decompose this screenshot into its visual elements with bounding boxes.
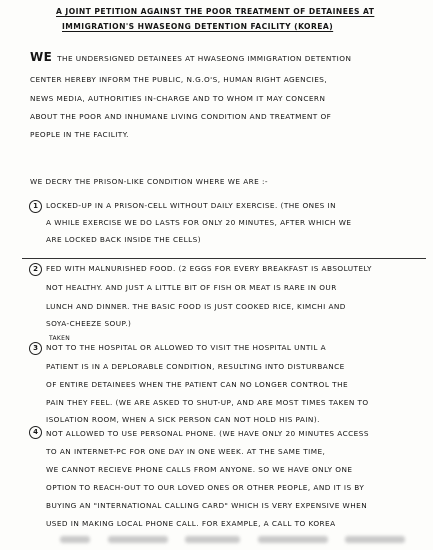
item-4-line-2: TO AN INTERNET-PC FOR ONE DAY IN ONE WEEK. AT THE SAME TIME, (46, 447, 326, 456)
intro-line-5: PEOPLE IN THE FACILITY. (30, 130, 129, 139)
item-4-line-6: USED IN MAKING LOCAL PHONE CALL. FOR EXAMPLE, A CALL TO KOREA (46, 519, 336, 528)
item-1-line-2: A WHILE EXERCISE WE DO LASTS FOR ONLY 20 MINUTES, AFTER WHICH WE (46, 218, 352, 227)
item-3-line-3: OF ENTIRE DETAINEES WHEN THE PATIENT CAN NO LONGER CONTROL THE (46, 380, 349, 389)
item-2-line-1: FED WITH MALNURISHED FOOD. (2 EGGS FOR EVERY BREAKFAST IS ABSOLUTELY (46, 264, 372, 273)
item-3-line-5: ISOLATION ROOM, WHEN A SICK PERSON CAN NOT HOLD HIS PAIN). (46, 415, 320, 424)
blurred-text-1 (60, 536, 90, 543)
decry-line: WE DECRY THE PRISON-LIKE CONDITION WHERE WE ARE :- (30, 177, 268, 186)
item-4-line-1: NOT ALLOWED TO USE PERSONAL PHONE. (WE HAVE ONLY 20 MINUTES ACCESS (46, 429, 369, 438)
item-2-line-3: LUNCH AND DINNER. THE BASIC FOOD IS JUST COOKED RICE, KIMCHI AND (46, 302, 346, 311)
item-3-line-1: NOT TO THE HOSPITAL OR ALLOWED TO VISIT THE HOSPITAL UNTIL A (46, 343, 327, 352)
intro-line-1 (30, 52, 420, 64)
item-2-line-4: SOYA-CHEEZE SOUP.) (46, 319, 132, 328)
blurred-text-5 (345, 536, 405, 543)
item-2-number: 2 (29, 263, 42, 276)
blurred-text-2 (108, 536, 168, 543)
item-3-insert-word: TAKEN (49, 335, 71, 342)
title-line-1: A JOINT PETITION AGAINST THE POOR TREATMENT OF DETAINEES AT (56, 7, 375, 16)
item-3-line-2: PATIENT IS IN A DEPLORABLE CONDITION, RESULTING INTO DISTURBANCE (46, 362, 345, 371)
item-3-line-4: PAIN THEY FEEL. (WE ARE ASKED TO SHUT-UP, AND ARE MOST TIMES TAKEN TO (46, 398, 369, 407)
intro-line-1-text: THE UNDERSIGNED DETAINEES AT HWASEONG IMMIGRATION DETENTION (57, 54, 352, 63)
blurred-text-3 (185, 536, 240, 543)
item-1-line-1: LOCKED-UP IN A PRISON-CELL WITHOUT DAILY EXERCISE. (THE ONES IN (46, 201, 337, 210)
item-4-line-5: BUYING AN "INTERNATIONAL CALLING CARD" WHICH IS VERY EXPENSIVE WHEN (46, 501, 368, 510)
intro-drop-cap: WE (30, 52, 53, 64)
item-4-number: 4 (29, 426, 42, 439)
item-4-line-4: OPTION TO REACH-OUT TO OUR LOVED ONES OR OTHER PEOPLE, AND IT IS BY (46, 483, 365, 492)
intro-line-2: CENTER HEREBY INFORM THE PUBLIC, N.G.O'S, HUMAN RIGHT AGENCIES, (30, 75, 328, 84)
item-1-line-3: ARE LOCKED BACK INSIDE THE CELLS) (46, 235, 202, 244)
intro-line-3: NEWS MEDIA, AUTHORITIES IN-CHARGE AND TO WHOM IT MAY CONCERN (30, 94, 326, 103)
item-2-line-2: NOT HEALTHY. AND JUST A LITTLE BIT OF FISH OR MEAT IS RARE IN OUR (46, 283, 337, 292)
item-1-number: 1 (29, 200, 42, 213)
divider-line (22, 258, 426, 259)
item-3-number: 3 (29, 342, 42, 355)
intro-line-4: ABOUT THE POOR AND INHUMANE LIVING CONDITION AND TREATMENT OF (30, 112, 332, 121)
title-line-2: IMMIGRATION'S HWASEONG DETENTION FACILITY (KOREA) (62, 22, 334, 31)
blurred-text-4 (258, 536, 328, 543)
item-4-line-3: WE CANNOT RECIEVE PHONE CALLS FROM ANYONE. SO WE HAVE ONLY ONE (46, 465, 353, 474)
